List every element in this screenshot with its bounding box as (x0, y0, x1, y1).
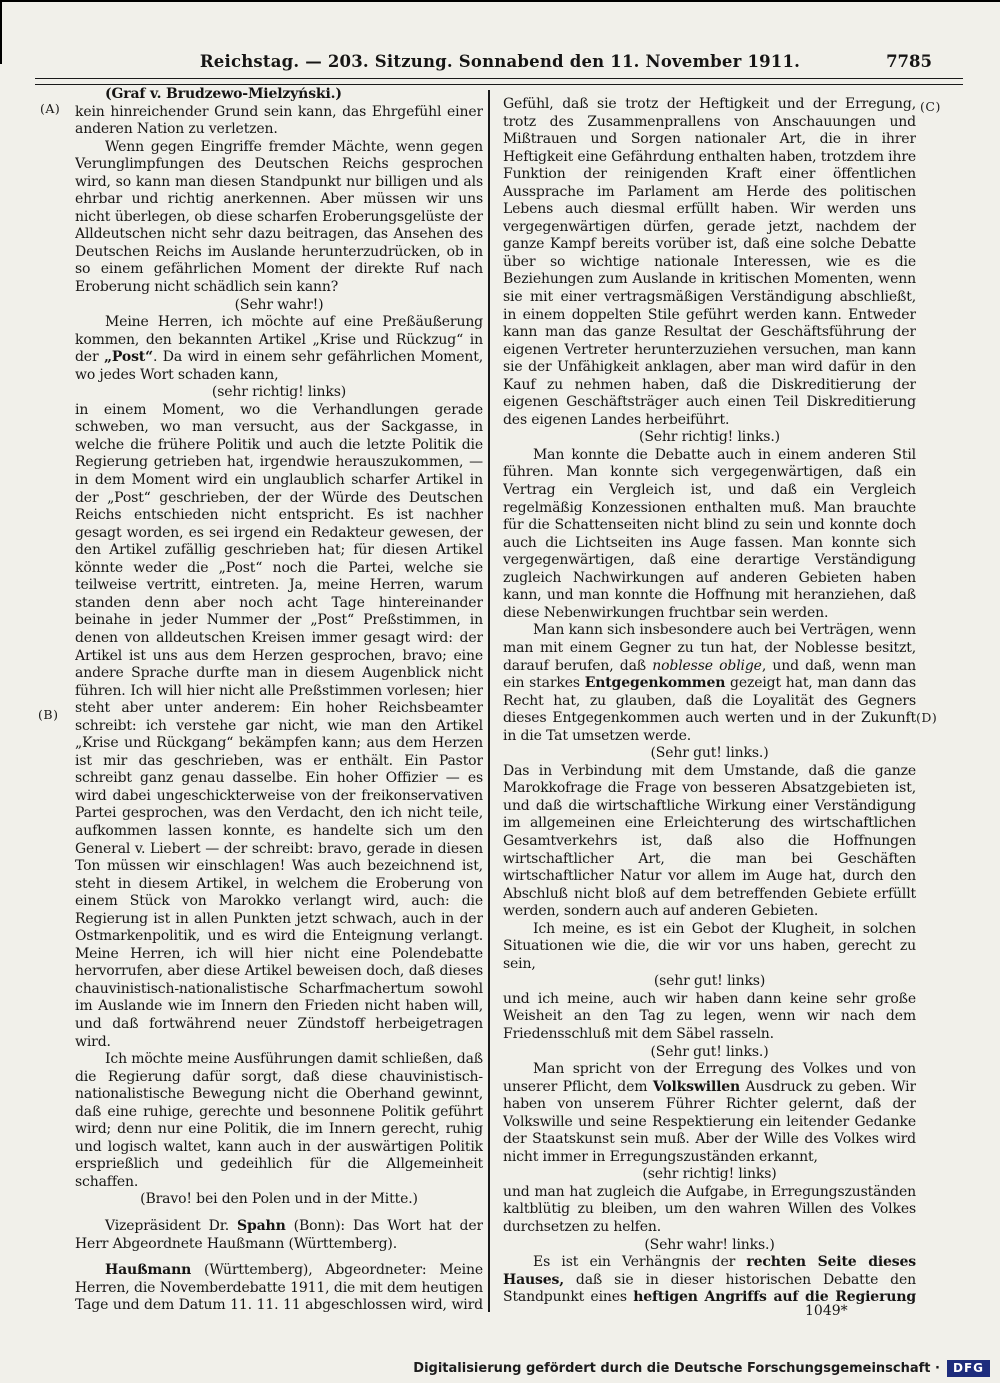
paragraph (503, 763, 916, 921)
page-header (0, 52, 1000, 74)
text-run: und ich meine, auch wir haben dann keine sehr große Weisheit an den Tag zu legen, wenn wir nach dem Friedensschluß mit dem Säbel rasseln. (503, 990, 916, 1042)
text-run: (Sehr richtig! links.) (639, 429, 780, 446)
paragraph (503, 447, 916, 622)
text-run: Man konnte die Debatte auch in einem anderen Stil führen. Man konnte sich vergegenwärtigen, daß ein Vertrag ein Vergleich ist, und daß ein Vergleich regelmäßig Konzessionen enthalten muß. Man brauchte für die Schattenseiten nicht blind zu sein und konnte doch auch die Lichtseiten ins Auge fassen. Man konnte sich vergegenwärtigen, daß eine derartige Verständigung zugleich Nachwirkungen auf anderen Gebieten haben kann, und man konnte die Hoffnung mit heranziehen, daß diese Nebenwirkungen fruchtbar sein werden. (503, 446, 916, 621)
text-run: Ausdruck zu geben. Wir haben von unserem Führer Richter gelernt, daß der Volkswille und seine Respektierung ein leitender Gedanke der Staatskunst sein muß. Aber der Wille des Volkes wird nicht immer in Erregungszuständen erkannt, (503, 1078, 916, 1165)
interjection (75, 1191, 483, 1209)
text-run: rechten Seite dieses Hauses, (503, 1254, 916, 1288)
paragraph (75, 1262, 483, 1312)
interjection (503, 1166, 916, 1184)
interjection (503, 1044, 916, 1062)
text-run: Ich möchte meine Ausführungen damit schließen, daß die Regierung dafür sorgt, daß diese chauvinistisch-nationalistische Bewegung nicht die Oberhand gewinnt, daß eine ruhige, gerechte und besonnene Politik geführt wird; denn nur eine Politik, die im Innern gerecht, ruhig und logisch waltet, kann auch in der auswärtigen Politik ersprießlich und gedeihlich für die Allgemeinheit schaffen. (75, 1051, 483, 1190)
paragraph (503, 921, 916, 974)
paragraph (75, 314, 483, 384)
text-run: Ich meine, es ist ein Gebot der Klugheit, in solchen Situationen wie die, die wir vor uns haben, gerecht zu sein, (503, 920, 916, 972)
text-run: (Bravo! bei den Polen und in der Mitte.) (140, 1191, 418, 1208)
text-run: (Sehr gut! links.) (650, 745, 769, 762)
text-run: (sehr richtig! links) (642, 1166, 777, 1183)
text-run: kein hinreichender Grund sein kann, das Ehrgefühl einer anderen Nation zu verletzen. (75, 103, 483, 138)
interjection (503, 429, 916, 447)
text-run: (Graf (105, 86, 151, 102)
text-run: noblesse oblige (652, 657, 762, 674)
text-run: (Sehr wahr!) (234, 296, 324, 313)
footer-text: Digitalisierung gefördert durch die Deutsche Forschungsgemeinschaft · (413, 1360, 940, 1376)
text-run: (Sehr wahr! links.) (644, 1236, 775, 1253)
margin-marker-d: (D) (916, 710, 938, 725)
text-run: (Sehr gut! links.) (650, 1043, 769, 1060)
text-run: Volkswillen (652, 1078, 741, 1095)
text-run: gezeigt hat, man dann das Recht hat, zu glauben, daß die Loyalität des Gegners dieses Entgegenkommen auch werten und in der Zukunft in die Tat umsetzen werde. (503, 675, 916, 744)
text-run: Spahn (237, 1218, 286, 1234)
text-run: und man hat zugleich die Aufgabe, in Erregungszuständen kaltblütig zu bleiben, um den wahren Willen des Volkes durchsetzen zu helfen. (503, 1183, 916, 1235)
interjection (503, 745, 916, 763)
text-run: heftigen Angriffs auf die Regierung (633, 1289, 916, 1306)
text-run: Das in Verbindung mit dem Umstande, daß die ganze Marokkofrage die Frage von besseren Absatzgebieten ist, und daß die wirtschaftliche Wirkung einer Verständigung im allgemeinen eine Erleichterung des wirtschaftlichen Gesamtverkehrs ist, daß also die Hoffnungen wirtschaftlicher Art, die man bei Geschäften wirtschaftlicher Natur vor allem im Auge hat, durch den Abschluß nicht bloß auf dem betreffenden Gebiete erfüllt werden, sondern auch auf anderen Gebieten. (503, 762, 916, 920)
text-run: Man kann sich insbesondere auch bei Verträgen, wenn man mit einem Gegner zu tun hat, der Noblesse besitzt, darauf berufen, daß (503, 622, 916, 674)
paragraph (503, 1184, 916, 1237)
column-divider (488, 90, 490, 1312)
interjection (503, 973, 916, 991)
dfg-logo: DFG (947, 1360, 990, 1377)
paragraph (503, 1061, 916, 1166)
interjection (75, 384, 483, 402)
header-rule (35, 78, 963, 85)
paragraph (503, 991, 916, 1044)
text-run: Man spricht von der Erregung des Volkes und von unserer Pflicht, dem (503, 1061, 916, 1095)
text-run: (Württemberg), Abgeordneter: Meine Herren, die Novemberdebatte 1911, die mit dem heutigen Tage und dem Datum 11. 11. 11 abgeschlossen wird, wird (75, 1262, 483, 1312)
text-run: in einem Moment, wo die Verhandlungen gerade schweben, wo man versucht, aus der Sackgasse, in welche die frühere Politik und auch die letzte Politik die Regierung getrieben hat, irgendwie herauszukommen, — in dem Moment wird ein unglaublich scharfer Artikel in der „Post“ geschrieben, der der Würde des Deutschen Reichs entschieden nicht entspricht. Es ist nachher gesagt worden, es sei irgend ein Redakteur gewesen, der den Artikel zufällig geschrieben hat; für diesen Artikel könnte weder die „Post“ noch die Partei, welche sie teilweise vertritt, eintreten. Ja, meine Herren, warum standen denn aber noch acht Tage hintereinander beinahe in jeder Nummer der „Post“ Preßstimmen, in denen von alldeutschen Kreisen immer gesagt wird: der Artikel ist uns aus dem Herzen gesprochen, bravo; eine andere Sprache durfte man in diesem Augenblick nicht führen. Ich will hier nicht alle Preßstimmen vorlesen; hier steht aber unter anderem: Ein hoher Reichsbeamter schreibt: ich verstehe gar nicht, wie man den Artikel „Krise und Rückgang“ bekämpfen kann; aus dem Herzen ist mir das geschrieben, was er enthält. Ein Pastor schreibt ganz genau dasselbe. Ein hoher Offizier — es wird dabei ungeschickterweise von der freikonservativen Partei gesprochen, was den Verdacht, den ich nicht teile, aufkommen lassen konnte, es handelte sich um den General v. Liebert — der schreibt: bravo, gerade in diesen Ton müssen wir einschlagen! Was auch bezeichnend ist, steht in diesem Artikel, in welchem die Eroberung von einem Stück von Marokko verlangt wird, auch: die Regierung ist in allen Punkten jetzt schwach, auch in der Ostmarkenpolitik, und es wird die Enteignung verlangt. Meine Herren, ich will hier nicht eine Polendebatte hervorrufen, aber diese Artikel beweisen doch, daß dieses chauvinistisch-nationalistische Scharfmachertum sowohl im Auslande wie im Innern den Frieden nicht haben will, und daß fortwährend neuer Zündstoff herbeigetragen wird. (75, 401, 483, 1050)
text-run: Gefühl, daß sie trotz der Heftigkeit und der Erregung, trotz des Zusammenprallens von Anschauungen und Mißtrauen und Sorgen nationaler Art, die in ihrer Heftigkeit eine Gefährdung enthalten haben, trotzdem ihre Funktion der reinigenden Kraft einer öffentlichen Aussprache im Parlament am Herde des politischen Lebens auch diesmal erfüllt haben. Wir werden uns vergegenwärtigen dürfen, gerade jetzt, nachdem der ganze Kampf bereits vorüber ist, daß eine solche Debatte über so wichtige nationale Interessen, wie es die Beziehungen zum Auslande in kritischen Momenten, wenn sie mit einer vertragsmäßigen Verständigung abschließt, in einem doppelten Stile geführt werden kann. Entweder kann man das ganze Resultat der Geschäftsführung der eigenen Vertreter herunterzuziehen versuchen, man kann sie der Unfähigkeit anklagen, aber man wird dafür in den Kauf zu nehmen haben, daß die Diskreditierung der eigenen Geschäftsträger auch einen Teil Diskreditierung des eigenen Landes herbeiführt. (503, 96, 916, 428)
text-run: , und daß, wenn man ein starkes (503, 657, 916, 692)
speaker-note (75, 86, 483, 104)
interjection (503, 1237, 916, 1255)
paragraph (75, 402, 483, 1051)
text-run: Wenn gegen Eingriffe fremder Mächte, wenn gegen Verunglimpfungen des Deutschen Reichs gesprochen wird, so kann man diesen Standpunkt nur billigen und als ehrbar und richtig anerkennen. Aber müssen wir uns nicht überlegen, ob diese scharfen Eroberungsgelüste der Alldeutschen nicht sehr dazu beitragen, das Ansehen des Deutschen Reichs im Auslande herunterzudrücken, ob in so einem gefährlichen Moment der direkte Ruf nach Eroberung nicht schädlich sein kann? (75, 138, 483, 296)
text-run: „Post“ (103, 349, 154, 366)
paragraph (75, 104, 483, 139)
paragraph (75, 139, 483, 297)
header-title: Reichstag. — 203. Sitzung. Sonnabend den 11. November 1911. (199, 52, 801, 71)
paragraph (503, 1254, 916, 1308)
paragraph (75, 1218, 483, 1253)
margin-marker-a: (A) (40, 101, 61, 116)
text-run: Haußmann (105, 1262, 192, 1279)
text-run: Entgegenkommen (584, 675, 726, 692)
scan-edge-top (0, 0, 1000, 2)
left-column (75, 86, 483, 1312)
right-column (503, 96, 916, 1308)
text-run: Vizepräsident Dr. (105, 1218, 238, 1234)
text-run (867, 1307, 891, 1308)
text-run: Es ist ein Verhängnis der (533, 1254, 747, 1271)
interjection (75, 297, 483, 315)
text-run: Meine Herren, ich möchte auf eine Preßäußerung kommen, den bekannten Artikel „Krise und Rückzug“ in der (75, 314, 483, 366)
paragraph (503, 622, 916, 745)
text-run: v. Brudzewo-Mielzyński.) (150, 86, 342, 102)
paragraph (503, 96, 916, 429)
text-run: (sehr richtig! links) (211, 384, 347, 401)
text-run: (Bonn): Das Wort hat der Herr Abgeordnete Haußmann (Württemberg). (75, 1218, 483, 1252)
signature-number: 1049* (805, 1303, 848, 1319)
margin-marker-c: (C) (920, 99, 941, 114)
text-run: daß sie in dieser historischen Debatte den Standpunkt eines (503, 1271, 916, 1306)
paragraph (75, 1051, 483, 1191)
page-number: 7785 (886, 52, 932, 71)
text-run: . Da wird in einem sehr gefährlichen Moment, wo jedes Wort schaden kann, (75, 349, 483, 383)
margin-marker-b: (B) (38, 707, 59, 722)
text-run: (sehr gut! links) (653, 973, 766, 990)
footer (413, 1358, 990, 1378)
